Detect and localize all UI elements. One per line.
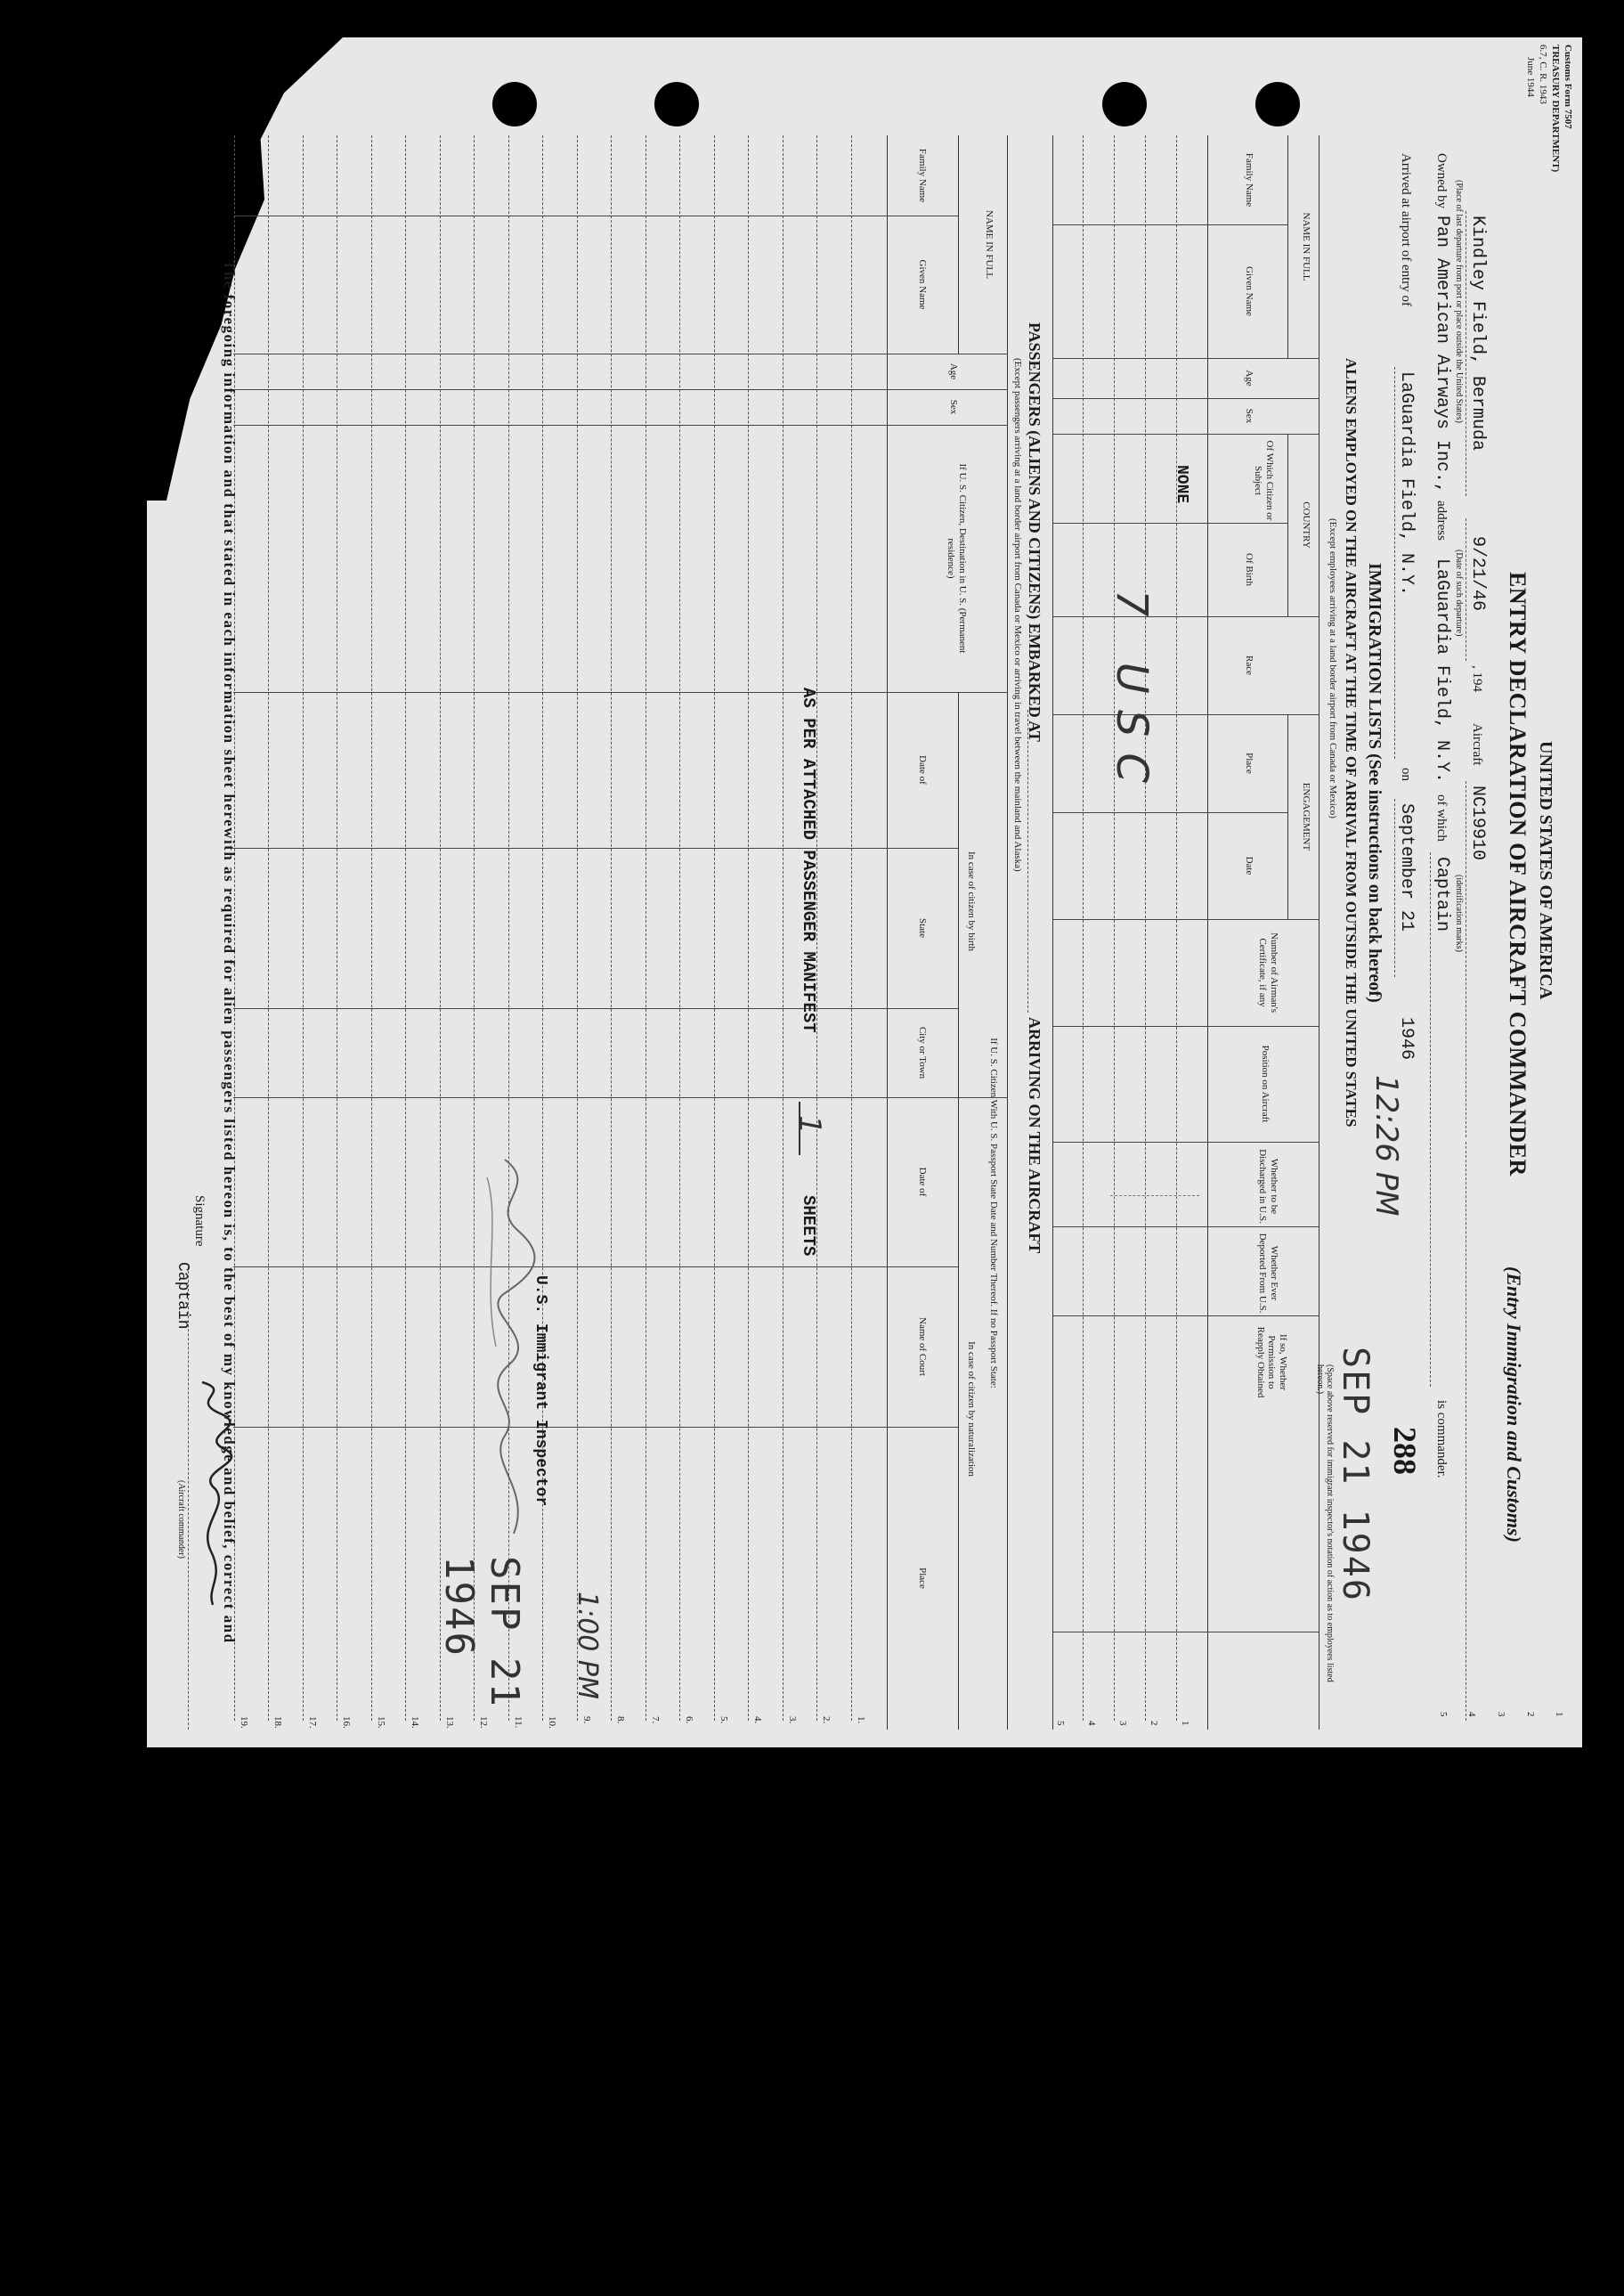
crew-place-header: Place	[1244, 753, 1255, 774]
aircraft-label: Aircraft	[1470, 723, 1484, 766]
passenger-row-number: 14.	[410, 1716, 421, 1729]
passenger-row-line	[406, 135, 407, 1721]
inspector-title: U.S. Immigrant Inspector	[532, 1275, 549, 1507]
signer-title: Captain	[174, 1262, 191, 1330]
year-prefix: , 194	[1470, 665, 1484, 692]
immigration-title: IMMIGRATION LISTS (See instructions on back hereof)	[1365, 563, 1384, 1003]
arrival-date: September 21	[1396, 803, 1417, 932]
passenger-row-line	[440, 135, 441, 1721]
arrival-year: 1946	[1396, 1017, 1417, 1061]
crew-name-header: NAME IN FULL	[1301, 212, 1311, 281]
signature-label: Signature	[192, 1195, 207, 1247]
crew-discharged-header: Whether to be Discharged in U.S.	[1257, 1149, 1279, 1224]
passenger-row-line	[749, 135, 750, 1721]
crew-none-entry: NONE	[1173, 465, 1190, 504]
crew-airman-header: Number of Airman's Certificate, if any	[1257, 932, 1279, 1013]
declaration-text: The foregoing information and that stated in each information sheet herewith as required for alien passengers listed hereon is, to the best of my knowledge and belief, correct and	[221, 260, 238, 1644]
passenger-row-number: 6.	[684, 1716, 695, 1724]
treasury-dept: TREASURY DEPARTMENT)	[1550, 45, 1561, 173]
passenger-row-line	[680, 135, 681, 1721]
crew-deported-header: Whether Ever Deported From U.S.	[1257, 1233, 1279, 1314]
passenger-row-number: 10.	[547, 1716, 558, 1729]
handwritten-time: 12:26 PM	[1368, 1075, 1404, 1217]
inspector-date-stamp: SEP 21 1946	[436, 1556, 527, 1708]
passenger-row-line	[269, 135, 270, 1721]
passenger-row-number: 16.	[341, 1716, 353, 1729]
passenger-row-line	[577, 135, 578, 1721]
crew-permission-header: If so, Whether Permission to Reapply Obtained	[1255, 1326, 1288, 1398]
crew-given-name-header: Given Name	[1244, 266, 1255, 316]
of-which-label: of which	[1434, 794, 1449, 842]
crew-handwritten-mark: 7 USC	[1107, 590, 1157, 799]
address-label: address	[1434, 501, 1449, 541]
form-content	[147, 37, 1582, 1747]
manifest-sheets: SHEETS	[799, 1195, 818, 1257]
immigration-note: (Except employees arriving at a land border airport from Canada or Mexico)	[1328, 518, 1338, 818]
captain-signature	[184, 1373, 238, 1614]
manifest-count: 1	[792, 1115, 827, 1135]
passenger-row-number: 18.	[272, 1716, 284, 1729]
passenger-place-header: Place	[917, 1567, 928, 1589]
passengers-title-right: ARRIVING ON THE AIRCRAFT	[1026, 1017, 1043, 1254]
passenger-row-number: 13.	[444, 1716, 455, 1729]
handwritten-time-2: 1:00 PM	[572, 1592, 603, 1699]
owned-by-label: Owned by	[1434, 153, 1449, 209]
passenger-passport-header: If U. S. Citizen With U. S. Passport State Date and Number Thereof. If no Passport State:	[988, 1038, 999, 1388]
signature-caption: (Aircraft commander)	[176, 1480, 186, 1559]
passenger-age-header: Age	[948, 362, 959, 380]
passenger-row-number: 2.	[821, 1716, 832, 1724]
arrived-label: Arrived at airport of entry of	[1399, 153, 1413, 307]
passengers-note: (Except passengers arriving at a land border airport from Canada or Mexico or arriving in travel between the mainland and Alaska)	[1012, 358, 1023, 872]
immigration-subtitle: ALIENS EMPLOYED ON THE AIRCRAFT AT THE TIME OF ARRIVAL FROM OUTSIDE THE UNITED STATES	[1343, 358, 1360, 1128]
departure-date: 9/21/46	[1467, 536, 1488, 612]
commander-name: Captain	[1432, 857, 1452, 932]
passenger-row-number: 9.	[581, 1716, 592, 1724]
reserved-note: (Space above reserved for immigrant inspector's notation of action as to employees listed hereon.)	[1315, 1364, 1335, 1682]
passengers-title: PASSENGERS (ALIENS AND CITIZENS) EMBARKED AT	[1026, 322, 1043, 742]
passenger-destination-header: If U. S. Citizen, Destination in U. S. (Permanent residence)	[946, 463, 968, 654]
line-number: 5	[1438, 1712, 1449, 1717]
crew-family-name-header: Family Name	[1244, 152, 1255, 208]
crew-row-number: 1	[1180, 1721, 1190, 1726]
crew-birth-header: Of Birth	[1244, 553, 1255, 586]
passenger-row-number: 8.	[615, 1716, 627, 1724]
passenger-court-header: Name of Court	[917, 1317, 928, 1376]
date-caption: (Date of such departure)	[1454, 550, 1464, 637]
owner: Pan American Airways Inc.,	[1432, 216, 1452, 494]
passenger-name-header: NAME IN FULL	[984, 210, 995, 279]
crew-row-number: 5	[1055, 1721, 1066, 1726]
form-date: June 1944	[1525, 57, 1536, 97]
form-cr: 6.7, C. R. 1943	[1538, 45, 1548, 104]
passenger-row-line	[337, 135, 338, 1721]
date-stamp: SEP 21 1946	[1335, 1347, 1376, 1602]
crew-row-number: 3	[1117, 1721, 1128, 1726]
crew-race-header: Race	[1244, 655, 1255, 675]
passenger-row-number: 15.	[376, 1716, 386, 1729]
crew-position-header: Position on Aircraft	[1260, 1045, 1271, 1123]
line-number: 1	[1554, 1712, 1564, 1717]
passenger-city-header: City or Town	[917, 1026, 928, 1079]
is-commander-label: is commander.	[1434, 1400, 1449, 1478]
passenger-row-line	[612, 135, 613, 1721]
passenger-naturalization-date-header: Date of	[917, 1167, 928, 1197]
passenger-row-line	[371, 135, 372, 1721]
line-number: 2	[1525, 1712, 1536, 1717]
passenger-row-number: 5.	[719, 1716, 729, 1724]
passenger-row-line	[783, 135, 784, 1721]
crew-date-header: Date	[1244, 856, 1255, 875]
passenger-birth-date-header: Date of	[917, 755, 928, 785]
crew-engagement-header: ENGAGEMENT	[1301, 782, 1311, 851]
on-label: on	[1399, 768, 1413, 781]
passenger-by-birth-header: In case of citizen by birth	[966, 851, 977, 952]
form-title-suffix: (Entry Immigration and Customs)	[1503, 1266, 1525, 1543]
country-title: UNITED STATES OF AMERICA	[1536, 741, 1555, 1000]
inspector-signature	[469, 1151, 567, 1543]
passenger-row-line	[303, 135, 304, 1721]
passenger-row-number: 17.	[307, 1716, 318, 1729]
aircraft-caption: (identification marks)	[1454, 875, 1464, 952]
owner-address: LaGuardia Field, N.Y.	[1432, 558, 1452, 784]
aircraft-id: NC19910	[1467, 786, 1488, 861]
crew-citizen-header: Of Which Citizen or Subject	[1253, 440, 1275, 521]
passenger-row-number: 1.	[856, 1716, 866, 1724]
passenger-row-line	[851, 135, 852, 1721]
passenger-state-header: State	[917, 918, 928, 938]
passenger-row-line	[714, 135, 715, 1721]
departure-place: Kindley Field, Bermuda	[1467, 216, 1488, 452]
passenger-row-number: 4.	[752, 1716, 764, 1724]
passenger-row-number: 11.	[513, 1716, 524, 1729]
line-number: 4	[1466, 1712, 1477, 1717]
passenger-naturalization-header: In case of citizen by naturalization	[966, 1341, 977, 1477]
crew-sex-header: Sex	[1244, 408, 1255, 424]
line-number: 3	[1496, 1712, 1506, 1717]
crew-country-header: COUNTRY	[1301, 501, 1311, 549]
passenger-row-number: 7.	[650, 1716, 661, 1724]
crew-row-number: 2	[1149, 1721, 1159, 1726]
passenger-row-number: 3.	[787, 1716, 798, 1724]
customs-form-number: Customs Form 7507	[1563, 45, 1573, 129]
form-title: ENTRY DECLARATION OF AIRCRAFT COMMANDER	[1505, 572, 1531, 1176]
arrival-airport: LaGuardia Field, N.Y.	[1396, 371, 1417, 597]
crew-age-header: Age	[1244, 370, 1255, 387]
passenger-given-name-header: Given Name	[917, 259, 928, 310]
passenger-row-number: 19.	[239, 1716, 249, 1729]
crew-row-number: 4	[1086, 1721, 1097, 1726]
entry-number-stamp: 288	[1387, 1427, 1423, 1475]
passenger-sex-header: Sex	[948, 399, 959, 415]
departure-caption: (Place of last departure from port or place outside the United States)	[1454, 180, 1464, 423]
passenger-family-name-header: Family Name	[917, 148, 928, 203]
manifest-note: AS PER ATTACHED PASSENGER MANIFEST	[799, 688, 818, 1033]
passenger-row-number: 12.	[478, 1716, 490, 1729]
